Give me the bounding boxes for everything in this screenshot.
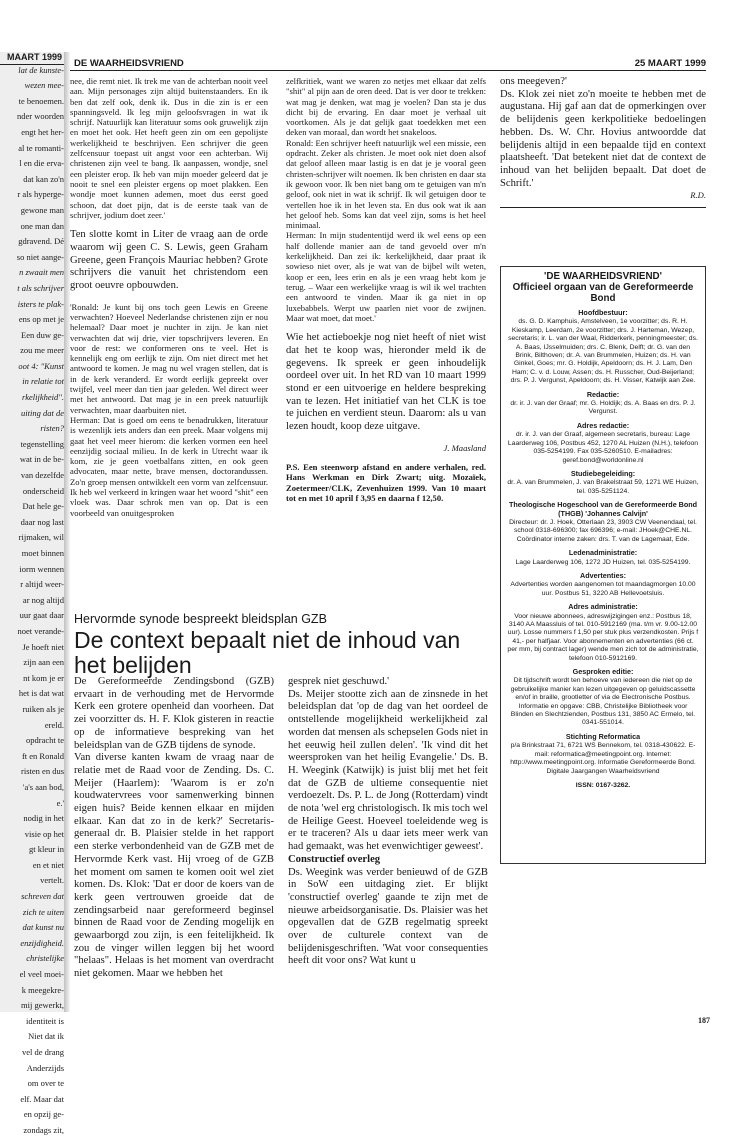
previous-page-line: gt kleur in <box>29 844 64 855</box>
previous-page-line: opdracht te <box>26 735 64 746</box>
previous-page-line: om over te <box>27 1078 64 1089</box>
previous-page-line: risten en dus <box>21 766 64 777</box>
previous-page-line: gdravend. Dé <box>18 236 64 247</box>
previous-page-line: Een duw ge- <box>21 329 64 340</box>
previous-page-line: noet verande- <box>17 625 64 636</box>
previous-page-line: engt het her- <box>21 126 64 137</box>
colophon-section-text: Dit tijdschrift wordt ten behoeve van iedereen die niet op de gebruikelijke manier kan lezen uitgegeven op geluidscassette en/of in braille, grootletter of via de Electronische Postbus. Informatie en opgave: CBB, Christelijke Bibliotheek voor Blinden en Slechtzienden, Postbus 131, 3850 AC Ermelo, tel. 0341-551014. <box>510 677 696 727</box>
previous-page-line: dat kunst nu <box>22 922 64 933</box>
paragraph: ons meegeven?' <box>500 76 567 87</box>
paragraph: Ds. Klok zei niet zo'n moeite te hebben met de augustana. Hij gaf aan dat de opmerkingen over de belijdenis geen kerkpolitieke bedoelingen hebben. Ds. W. Chr. Hovius antwoordde dat belijdenis altijd in een bepaalde tijd en context plaatsheeft. 'Dat betekent niet dat de context de inhoud van het belijden bepaalt. Dat doet de Schrift.' <box>500 88 706 189</box>
paragraph: Ds. Weegink was verder benieuwd of de GZB in SoW een uitdaging ziet. Er blijkt 'constructief overleg' gaande te zijn met de nieuwe arbeidsorganisatie. Ds. Plaisier was het opgevallen dat de GZB regelmatig spreekt over de culturele context van de belijdenisgeschriften. 'Wat voor consequenties heeft dit voor ons? Wat kunt u <box>288 866 488 967</box>
previous-page-line: en opzij ge- <box>23 1109 64 1120</box>
paragraph: 'Ronald: Je kunt bij ons toch geen Lewis en Greene verwachten? Hoeveel Nederlandse christenen zijn er nou helemaal? Daar moet je nuchter in zijn. Je kan niet verwachten dat wij drie, vier topschrijvers leveren. En voor de rest: we conformeren ons te veel. Het is kennelijk eng om eerlijk te zijn. Om niet direct met het antwoord te komen. Je mag nu wel vragen stellen, dat is in de kerk veranderd. Er wordt eerlijk gepreekt over twijfel, veel meer dan tien jaar geleden. Wel direct weer met het antwoord. Dat mag je in een preek natuurlijk verwachten, maar daarbuiten niet. <box>70 301 268 415</box>
previous-page-line: nder woorden <box>17 111 64 122</box>
colophon-section-heading: Studiebegeleiding: <box>570 468 636 478</box>
paragraph: nee, die remt niet. Ik trek me van de achterban nooit veel aan. Mijn personages zijn altijd buitenstaanders. En ik ben dat zelf ook, denk ik. Dus in die zin is er een spanningsveld. Ik leg mijn geloofsvragen in wat ik schrijf. Natuurlijk kan literatuur soms ook gruwelijk zijn en moet het ook. Het heeft geen zin om een gepolijste werkelijkheid te beschrijven. Een schrijver die geen zelfcensuur toepast uit angst voor een achterban. Wij christenen zijn veel te bang. Ik aanpassen, wondje, snel een pleister erop. Ik heb van mijn moeder geleerd dat je nooit te snel een pleister ergens op moet plakken. Een wondje moet kunnen ademen, moet dus eerst goed schoon, dat doet pijn, dat is de eerste taak van de schrijver, jodium doet zeer.' <box>70 76 268 220</box>
colophon-section-text: ISSN: 0167-3262. <box>575 781 631 789</box>
colophon-section-text: dr. A. van Brummelen, J. van Brakelstraat 59, 1271 WE Huizen, tel. 035-5251124. <box>507 479 699 495</box>
previous-page-line: r altijd weer- <box>20 579 64 590</box>
previous-page-line: Dat hele ge- <box>22 501 64 512</box>
previous-page-line: zich te uiten <box>22 906 64 917</box>
colophon-section-text: dr. ir. J. van der Graaf; mr. G. Holdijk; ds. A. Baas en drs. P. J. Vergunst. <box>510 400 696 416</box>
colophon-title: 'DE WAARHEIDSVRIEND' <box>544 271 662 282</box>
previous-page-line: oot 4: "Kunst <box>18 360 64 371</box>
previous-page-line: r als hyperge- <box>17 189 64 200</box>
previous-page-line: mij gewerkt, <box>21 1000 64 1011</box>
previous-page-line: el veel moei- <box>19 969 64 980</box>
paragraph: Van diverse kanten kwam de vraag naar de relatie met de Raad voor de Zending. Ds. C. Meijer (Haarlem): 'Waarom is er zo'n koudwatervrees voor samenwerking binnen eigen huis? Beide kennen elkaar en mijden elkaar. Kan dat zo in de kerk?' Secretaris-generaal dr. B. Plaisier stelde in het rapport een sterke verbondenheid van de GZB met de Hervormde Kerk vast. Hij vroeg of de GZB het moment om samen te komen ooit wel ziet komen. Ds. Klok: 'Dat er door de koers van de kerk geen vertrouwen groeide dat de zendingsarbeid naar gereformeerd beginsel binnen de Raad voor de Zending mogelijk en gewaarborgd zou zijn, is een feitelijkheid. Ik zou de vinger willen leggen bij het woord "helaas". Helaas is het moment van overdracht niet gekomen. Maar we hebben het <box>74 752 274 980</box>
colophon-section-text: Voor nieuwe abonnees, adreswijzigingen enz.: Postbus 18, 3140 AA Maassluis of tel. 010-5912169 (ma. t/m vr. 9.00-12.00 uur). Losse nummers f 1,50 per stuk plus verzendkosten. Prijs f 41,- per halfjaar. Voor abonnementen en advertenties (66 ct. per mm, bij contract lager) wende men zich tot de administratie, telefoon 010-5912169. <box>507 612 699 662</box>
colophon-section-heading: Ledenadministratie: <box>568 548 638 558</box>
previous-page-line: l en die erva- <box>19 158 64 169</box>
previous-page-line: e.' <box>56 797 64 808</box>
colophon-box <box>500 266 706 864</box>
previous-page-line: iorm wennen <box>19 563 64 574</box>
colophon-section-heading: Adres administratie: <box>568 602 638 612</box>
previous-page-line: en et niet <box>32 859 64 870</box>
previous-page-line: 'a's aan bod, <box>22 781 64 792</box>
colophon-section-text: Directeur: dr. J. Hoek, Otterlaan 23, 3903 CW Veenendaal, tel. school 0318-696300; fax 696396; e-mail: JHoek@CHE.NL. Coördinator interne zaken: drs. T. van de Lagemaat, Ede. <box>509 518 697 543</box>
issue-date: 25 MAART 1999 <box>634 58 706 69</box>
previous-page-line: van dezelfde <box>20 470 64 481</box>
column-2 <box>286 76 486 503</box>
previous-page-line: dat kan zo'n <box>23 173 64 184</box>
previous-page-line: het is dat wat <box>18 688 64 699</box>
previous-page-line: rijmaken, wil <box>18 532 64 543</box>
previous-page-line: zou me meer <box>20 345 64 356</box>
article-headline: De context bepaalt niet de inhoud van het belijden <box>74 627 461 678</box>
previous-page-line: wat in de be- <box>19 454 64 465</box>
article-column-2 <box>288 676 488 968</box>
colophon-subtitle: Officieel orgaan van de Gereformeerde Bond <box>512 282 694 304</box>
previous-page-line: elf. Maar dat <box>20 1093 64 1104</box>
previous-page-line: risten? <box>40 423 64 434</box>
previous-page-line: gewone man <box>20 204 64 215</box>
previous-page-line: vertelt. <box>40 875 64 886</box>
previous-page-line: nodig in het <box>23 813 64 824</box>
paragraph: Wie het actieboekje nog niet heeft of niet wist dat het te koop was, hieronder meld ik de gegevens. Ik spreek er geen inhoudelijk oordeel over uit. In het RD van 10 maart 1999 stond er een uitvoerige en heldere bespreking van te lezen. Het initiatief van het CLK is toe te juichen en verdient steun. Daarom: als u van lezen houdt, koop deze uitgave. <box>286 332 486 433</box>
previous-page-line: t als schrijver <box>17 282 64 293</box>
previous-page-line: christelijke <box>26 953 64 964</box>
previous-page-line: visie op het <box>24 828 64 839</box>
colophon-section-heading: Adres redactie: <box>576 420 630 430</box>
previous-page-line: moet binnen <box>21 548 64 558</box>
colophon-sections <box>501 309 705 790</box>
author-signature: J. Maasland <box>443 442 486 453</box>
previous-page-line: Je hoeft niet <box>22 641 64 652</box>
magazine-page <box>70 52 718 1032</box>
previous-page-line: n zwaait men <box>19 267 64 278</box>
paragraph: Ds. Meijer stootte zich aan de zinsnede in het beleidsplan dat 'op de dag van het oordeel de ontstellende mogelijkheid werkelijkheid zal worden dat mensen als schepselen Gods niet in het eeuwig heil zullen delen'. 'Ik vind dit het weersproken van het heilig Evangelie.' Ds. B. H. Weegink (Katwijk) is juist blij met het feit dat de GZB de ultieme consequentie niet verdoezelt. Ds. P. L. de Jong (Rotterdam) vindt de nota 'wel erg christologisch. Ik mis toch wel de Heilige Geest. Hoeveel toeleidende weg is er te traceren? Als u daar iets meer werk van had gemaakt, was het evenwichtiger geweest'. <box>288 688 488 853</box>
colophon-section-heading: Advertenties: <box>580 570 626 580</box>
page-number: 187 <box>698 1016 710 1025</box>
previous-page-line: te benoemen. <box>18 95 64 106</box>
previous-page-line: ens op met je <box>18 314 64 325</box>
previous-page-line: one man dan <box>20 220 64 231</box>
article-kicker: Hervormde synode bespreekt bleidsplan GZB <box>74 612 327 626</box>
colophon-section-heading: Stichting Reformatica <box>565 731 641 741</box>
colophon-section-heading: Hoofdbestuur: <box>578 308 628 317</box>
paragraph-lead: De Gereformeerde Zendingsbond (GZB) ervaart in de verhouding met de Hervormde Kerk een grotere openheid dan voorheen. Dat zei voorzitter ds. H. F. Klok gisteren in reactie op de informatieve bespreking van het beleidsplan van de GZB tijdens de synode. <box>74 676 274 751</box>
previous-page-line: wezen mee- <box>24 80 64 91</box>
colophon-section-heading: Theologische Hogeschool van de Gereformeerde Bond (THGB) 'Johannes Calvijn' <box>508 500 698 518</box>
previous-page-line: uur gaat daar <box>19 610 64 621</box>
paragraph: Herman: In mijn studententijd werd ik wel eens op een half dollende manier aan de tand gevoeld over m'n kerkelijkheid. Dan zei ik: kerkelijkheid, daar praat ik sowieso niet over, als je wat van de bijbel wilt weten, koop er een, lees erin en als je een vraag hebt kom je terug. – Waar een werkelijke vraag is wil ik wel trachten een antwoord te vinden. Maar ik ga niet in op luxebabbels. Werpt uw paarlen niet voor de zwijnen. Maar wat moet, dat moet.' <box>286 230 486 323</box>
paragraph: Ronald: Een schrijver heeft natuurlijk wel een missie, een opdracht. Zeker als christen. Je moet ook niet doen alsof dat geloof alleen maar lastig is en dat je je vooral geen christen-schrijver wilt noemen. Ik ben christen en daar sta ik gewoon voor. Ik ben niet bang om te getuigen van m'n geloof, ook niet in wat ik schrijf. Ik wil getuigen door te vertellen hoe ik in het leven sta. En dus ook wat ik aan het geloof heb. Soms kan dat veel zijn, soms is het heel minimaal. <box>286 137 486 231</box>
previous-page-line: nt kom je er <box>23 672 64 683</box>
previous-page-line: isters te plak- <box>17 298 64 309</box>
previous-page-line: rkelijkheid". <box>21 392 64 403</box>
colophon-section-text: Lage Laarderweg 106, 1272 JD Huizen, tel. 035-5254199. <box>515 558 691 566</box>
colophon-section-text: ds. G. D. Kamphuis, Amstelveen, 1e voorzitter; ds. R. H. Kieskamp, Leerdam, 2e voorzitter; drs. J. Harteman, Wezep, secretaris; ir. L. van der Waal, Ridderkerk, penningmeester; ds. A. Baas, IJsselmuiden; drs. C. Blenk, Delft; dr. G. van den Brink, Bilthoven; dr. A. van Brummelen, Huizen; ds. H. van Ginkel, Goes; mr. G. Holdijk, Apeldoorn; ds. H. J. Lam, Den Ham; C. v. d. Louw, Assen; ds. H. Russcher, Oud-Beijerland; drs. P. J. Vergunst, Apeldoorn; ds. H. Visser, Katwijk aan Zee. <box>508 318 698 385</box>
previous-page-line: ereld. <box>44 719 64 730</box>
previous-page-line: ar nog altijd <box>22 594 64 605</box>
previous-page-line: in relatie tot <box>22 376 64 387</box>
divider <box>500 207 706 208</box>
previous-page-line: so niet aange- <box>16 251 64 262</box>
previous-page-line: k meegekre- <box>21 984 64 995</box>
previous-page-line: vel de drang <box>21 1047 64 1057</box>
author-signature: R.D. <box>690 190 706 201</box>
paragraph: zelfkritiek, want we waren zo netjes met elkaar dat zelfs "shit" al pijn aan de oren deed. Dat is ver door te trekken: wat mag je denken, wat mag je voelen? Dan sta je dus dicht bij de ervaring. En daar moet je verhaal uit voortkomen. Als je dat gelijk gaat toedekken met een deken van moraal, dan wordt het snakeloos. <box>286 76 486 138</box>
running-header <box>70 56 706 71</box>
article-column-1 <box>74 676 274 981</box>
previous-page-line: schreven dat <box>21 891 64 902</box>
postscript: P.S. Een steenworp afstand en andere verhalen, red. Hans Werkman en Dirk Zwart; uitg. Mozaïek, Zoetermeer/CLK, Zevenhuizen 1999. Van 10 maart tot en met 10 april f 3,95 en daarna f 12,50. <box>286 462 486 503</box>
paragraph: gesprek niet geschuwd.' <box>288 676 390 687</box>
previous-page-header: MAART 1999 <box>0 52 64 65</box>
colophon-section-text: p/a Brinkstraat 71, 6721 WS Bennekom, tel. 0318-430622. E-mail: reformatica@meetingpoint.org. Internet: http://www.meetingpoint.org. Informatie Gereformeerde Bond. Digitale Jaargangen Waarheidsvriend <box>510 742 696 775</box>
previous-page-line: ft en Ronald <box>21 750 64 761</box>
previous-page-line: Niet dat ik <box>28 1031 64 1042</box>
previous-page-line: zondags zit, <box>23 1124 64 1135</box>
colophon-section-text: Advertenties worden aangenomen tot maandagmorgen 10.00 uur. Postbus 51, 3220 AB Hellevoetsluis. <box>510 581 696 597</box>
article-header <box>70 612 490 678</box>
publication-name: DE WAARHEIDSVRIEND <box>74 58 184 69</box>
previous-page-line: onderscheid <box>22 485 64 496</box>
colophon-section-text: dr. ir. J. van der Graaf, algemeen secretaris, bureau: Lage Laarderweg 106, Postbus 452, 1270 AL Huizen (N.H.), telefoon 035-5254199. Fax 035-5260510. E-mailadres: geref.bond@worldonline.nl <box>507 431 699 464</box>
paragraph: Herman: Dat is goed om eens te benadrukken, literatuur is wezenlijk iets anders dan een preek. Maar volgens mij gaat het veel meer hierom: die kerken vormen een heel eenzijdig sociaal milieu. In de kerk in Utrecht waar ik kom, zie je geen voetbalfans zitten, en ook geen advocaten, maar nette, brave mensen, doctorandussen. Zo'n groep mensen ontwikkelt een vorm van zelfcensuur. Ik heb wel verkeerd in kringen waar het woord "shit" een vloek was. Daar schrok men van op. Dat is een voorbeeld van onuitgesproken <box>70 414 268 518</box>
column-1 <box>70 76 268 518</box>
previous-page-line: identiteit is <box>25 1015 64 1026</box>
previous-page-line: al te romanti- <box>18 142 64 153</box>
colophon-section-heading: Redactie: <box>586 389 620 399</box>
previous-page-line: tegenstelling <box>20 438 64 449</box>
previous-page-line: lat de kunste- <box>18 64 64 75</box>
paragraph-intro: Ten slotte komt in Liter de vraag aan de orde waarom wij geen C. S. Lewis, geen Graham Greene, geen François Mauriac hebben? Grote schrijvers die vanuit het christendom een groot oeuvre opbouwden. <box>70 229 268 291</box>
column-3 <box>500 76 706 208</box>
previous-page-column <box>0 52 64 1135</box>
previous-page-line: daar nog last <box>20 516 64 527</box>
previous-page-line: zijn aan een <box>23 657 64 668</box>
previous-page-text <box>0 65 64 1136</box>
previous-page-line: Anderzijds <box>26 1062 64 1073</box>
colophon-section-heading: Gesproken editie: <box>572 667 634 677</box>
previous-page-line: uiting dat de <box>21 407 64 418</box>
article-subhead: Constructief overleg <box>288 853 381 865</box>
previous-page-line: enzijdigheid. <box>20 937 64 948</box>
previous-page-line: ruiken als je <box>22 703 64 714</box>
